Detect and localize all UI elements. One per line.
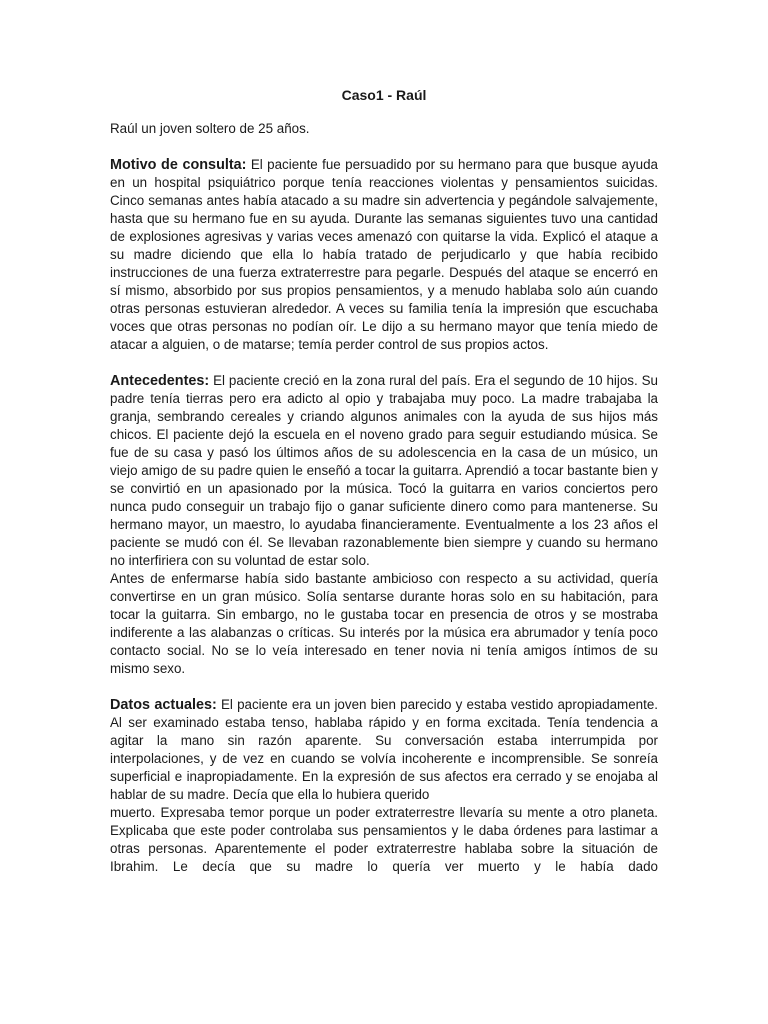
- section-antecedentes-paragraph-2: Antes de enfermarse había sido bastante ambicioso con respecto a su actividad, quería convertirse en un gran músico. Solía sentarse durante horas solo en su habitación, para tocar la guitarra. Sin embargo, no le gustaba tocar en presencia de otros y se mostraba indiferente a las alabanzas o críticas. Su interés por la música era abrumador y tenía poco contacto social. No se lo veía interesado en tener novia ni tenía amigos íntimos de su mismo sexo.: [110, 571, 658, 676]
- section-motivo-heading: Motivo de consulta:: [110, 157, 247, 173]
- section-antecedentes: [110, 372, 658, 678]
- section-antecedentes-heading: Antecedentes:: [110, 373, 210, 389]
- section-motivo-paragraph: [110, 156, 658, 354]
- section-motivo: [110, 156, 658, 354]
- section-motivo-body: El paciente fue persuadido por su hermano para que busque ayuda en un hospital psiquiátrico porque tenía reacciones violentas y pensamientos suicidas. Cinco semanas antes había atacado a su madre sin advertencia y pegándole salvajemente, hasta que su hermano fue en su ayuda. Durante las semanas siguientes tuvo una cantidad de explosiones agresivas y varias veces amenazó con quitarse la vida. Explicó el ataque a su madre diciendo que ella lo había tratado de perjudicarlo y que había recibido instrucciones de una fuerza extraterrestre para pegarle. Después del ataque se encerró en sí mismo, absorbido por sus propios pensamientos, y a menudo hablaba solo aún cuando otras personas estuvieran alrededor. A veces su familia tenía la impresión que escuchaba voces que otras personas no podían oír. Le dijo a su hermano mayor que tenía miedo de atacar a alguien, o de matarse; temía perder control de sus propios actos.: [110, 157, 658, 352]
- section-antecedentes-paragraph: [110, 372, 658, 570]
- intro-line: Raúl un joven soltero de 25 años.: [110, 121, 310, 136]
- section-datos-paragraph: [110, 696, 658, 804]
- document-page: [110, 86, 658, 894]
- section-datos-heading: Datos actuales:: [110, 697, 217, 713]
- section-antecedentes-body: El paciente creció en la zona rural del país. Era el segundo de 10 hijos. Su padre tenía tierras pero era adicto al opio y trabajaba muy poco. La madre trabajaba la granja, sembrando cereales y criando algunos animales con la ayuda de sus hijos más chicos. El paciente dejó la escuela en el noveno grado para seguir estudiando música. Se fue de su casa y pasó los últimos años de su adolescencia en la casa de un músico, un viejo amigo de su padre quien le enseñó a tocar la guitarra. Aprendió a tocar bastante bien y se convirtió en un apasionado por la música. Tocó la guitarra en varios conciertos pero nunca pudo conseguir un trabajo fijo o ganar suficiente dinero como para mantenerse. Su hermano mayor, un maestro, lo ayudaba financieramente. Eventualmente a los 23 años el paciente se mudó con él. Se llevaban razonablemente bien siempre y cuando su hermano no interfiriera con su voluntad de estar solo.: [110, 373, 658, 568]
- document-title: Caso1 - Raúl: [341, 87, 427, 103]
- section-datos-paragraph-2: muerto. Expresaba temor porque un poder extraterrestre llevaría su mente a otro planeta. Explicaba que este poder controlaba sus pensamientos y le daba órdenes para lastimar a otras personas. Aparentemente el poder extraterrestre hablaba sobre la situación de Ibrahim. Le decía que su madre lo quería ver muerto y le había dado: [110, 805, 658, 874]
- section-datos-body: El paciente era un joven bien parecido y estaba vestido apropiadamente. Al ser examinado estaba tenso, hablaba rápido y en forma excitada. Tenía tendencia a agitar la mano sin razón aparente. Su conversación estaba interrumpida por interpolaciones, y de vez en cuando se volvía incoherente e incomprensible. Se sonreía superficial e inapropiadamente. En la expresión de sus afectos era cerrado y se enojaba al hablar de su madre. Decía que ella lo hubiera querido: [110, 697, 658, 802]
- section-datos: [110, 696, 658, 876]
